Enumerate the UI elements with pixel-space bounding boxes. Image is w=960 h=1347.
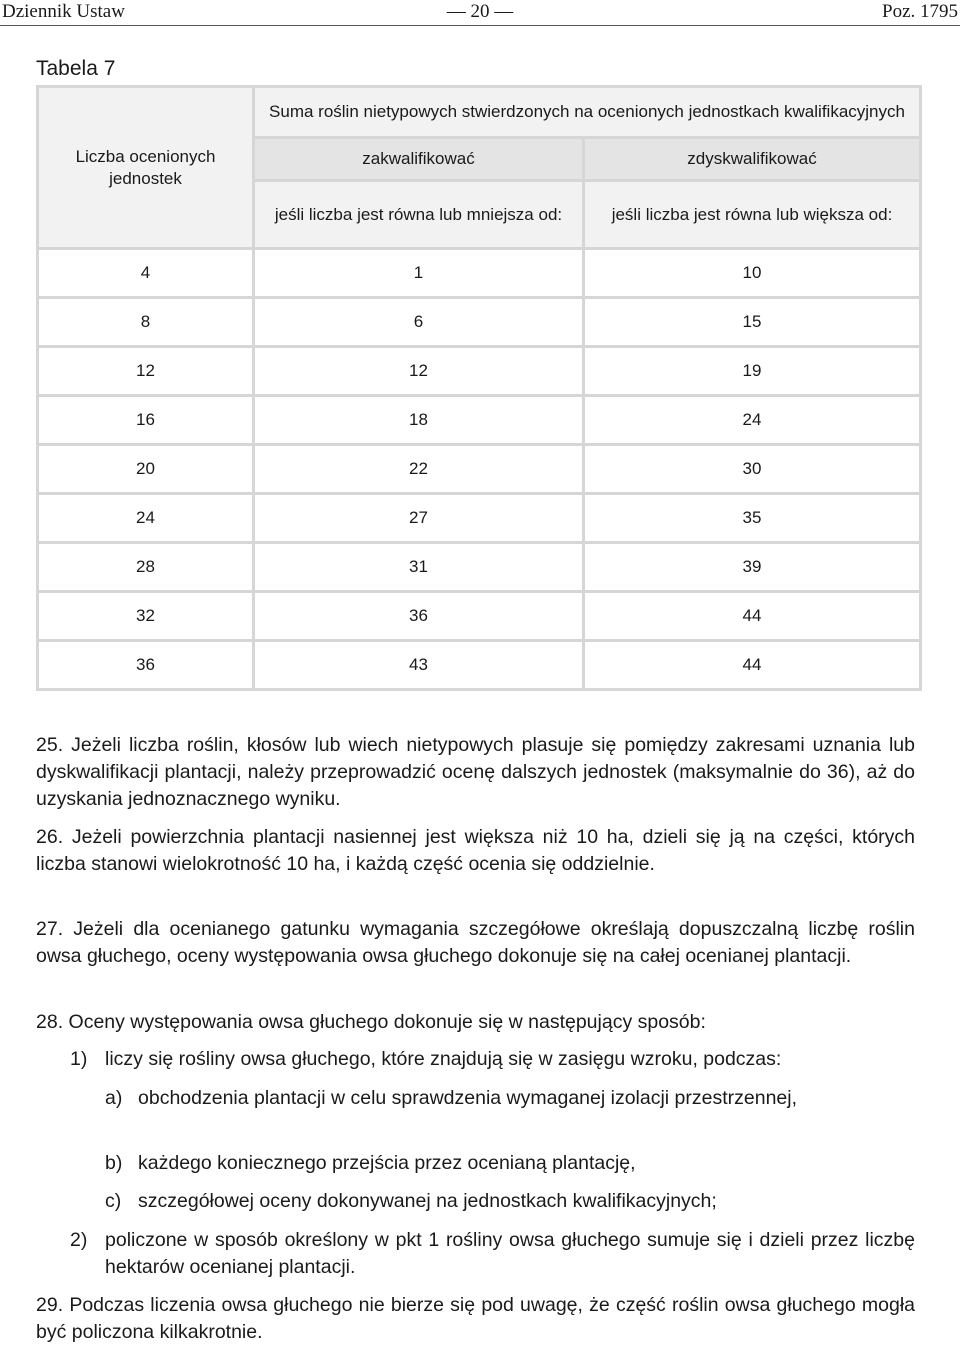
cell-units: 32 xyxy=(38,592,254,641)
table-title: Tabela 7 xyxy=(36,57,116,80)
paragraph-28: 28. Oceny występowania owsa głuchego dokonuje się w następujący sposób: xyxy=(36,1011,706,1033)
cell-disqualify: 24 xyxy=(584,396,921,445)
list-item-number: 2) xyxy=(70,1229,88,1251)
header-qualify: zakwalifikować xyxy=(254,138,584,181)
list-item-number: a) xyxy=(105,1087,123,1109)
cell-qualify: 31 xyxy=(254,543,584,592)
cell-disqualify: 19 xyxy=(584,347,921,396)
cell-qualify: 43 xyxy=(254,641,584,690)
header-disqualify-condition: jeśli liczba jest równa lub większa od: xyxy=(584,181,921,249)
cell-qualify: 18 xyxy=(254,396,584,445)
cell-units: 4 xyxy=(38,249,254,298)
list-item-text: policzone w sposób określony w pkt 1 rośliny owsa głuchego sumuje się i dzieli przez liczbę hektarów ocenianej plantacji. xyxy=(105,1229,915,1278)
header-evaluated-units: Liczba ocenionych jednostek xyxy=(38,87,254,249)
cell-units: 20 xyxy=(38,445,254,494)
cell-qualify: 22 xyxy=(254,445,584,494)
list-item-text: każdego koniecznego przejścia przez ocenianą plantację, xyxy=(138,1152,636,1174)
cell-qualify: 27 xyxy=(254,494,584,543)
cell-disqualify: 10 xyxy=(584,249,921,298)
header-disqualify: zdyskwalifikować xyxy=(584,138,921,181)
cell-units: 16 xyxy=(38,396,254,445)
position-number: Poz. 1795 xyxy=(882,1,958,22)
list-item-number: c) xyxy=(105,1190,122,1212)
paragraph-29: 29. Podczas liczenia owsa głuchego nie bierze się pod uwagę, że część roślin owsa głuchego mogła być policzona kilkakrotnie. xyxy=(36,1294,915,1343)
header-qualify-condition: jeśli liczba jest równa lub mniejsza od: xyxy=(254,181,584,249)
cell-units: 36 xyxy=(38,641,254,690)
cell-disqualify: 35 xyxy=(584,494,921,543)
cell-disqualify: 39 xyxy=(584,543,921,592)
cell-disqualify: 44 xyxy=(584,641,921,690)
cell-qualify: 6 xyxy=(254,298,584,347)
cell-disqualify: 30 xyxy=(584,445,921,494)
paragraph-25: 25. Jeżeli liczba roślin, kłosów lub wiech nietypowych plasuje się pomiędzy zakresami uznania lub dyskwalifikacji plantacji, należy przeprowadzić ocenę dalszych jednostek (maksymalnie do 36), aż do uzyskania jednoznacznego wyniku. xyxy=(36,734,915,810)
cell-qualify: 12 xyxy=(254,347,584,396)
cell-qualify: 1 xyxy=(254,249,584,298)
list-item-number: b) xyxy=(105,1152,123,1174)
list-item-text: liczy się rośliny owsa głuchego, które znajdują się w zasięgu wzroku, podczas: xyxy=(105,1048,782,1070)
header-atypical-plants-sum: Suma roślin nietypowych stwierdzonych na ocenionych jednostkach kwalifikacyjnych xyxy=(254,87,921,138)
paragraph-27: 27. Jeżeli dla ocenianego gatunku wymagania szczegółowe określają dopuszczalną liczbę roślin owsa głuchego, oceny występowania owsa głuchego dokonuje się na całej ocenianej plantacji. xyxy=(36,918,915,967)
cell-units: 8 xyxy=(38,298,254,347)
list-item-number: 1) xyxy=(70,1048,88,1070)
cell-units: 24 xyxy=(38,494,254,543)
journal-name: Dziennik Ustaw xyxy=(2,1,125,22)
paragraph-26: 26. Jeżeli powierzchnia plantacji nasiennej jest większa niż 10 ha, dzieli się ją na części, których liczba stanowi wielokrotność 10 ha, i każdą część ocenia się oddzielnie. xyxy=(36,826,915,875)
cell-disqualify: 44 xyxy=(584,592,921,641)
page-number: — 20 — xyxy=(446,1,514,22)
cell-qualify: 36 xyxy=(254,592,584,641)
cell-units: 12 xyxy=(38,347,254,396)
list-item-text: obchodzenia plantacji w celu sprawdzenia wymaganej izolacji przestrzennej, xyxy=(138,1087,798,1109)
list-item-text: szczegółowej oceny dokonywanej na jednostkach kwalifikacyjnych; xyxy=(138,1190,717,1212)
cell-disqualify: 15 xyxy=(584,298,921,347)
cell-units: 28 xyxy=(38,543,254,592)
